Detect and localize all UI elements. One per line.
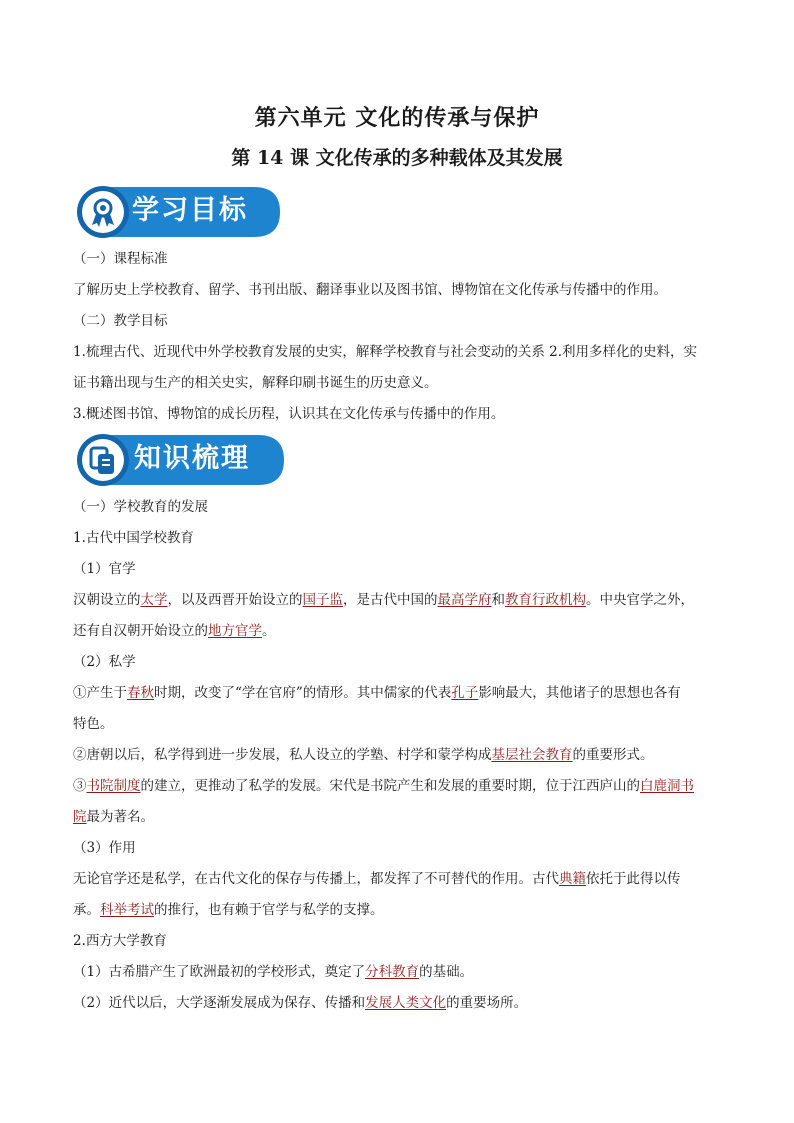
goals-section2-line3: 3.概述图书馆、博物馆的成长历程，认识其在文化传承与传播中的作用。 (73, 406, 505, 422)
documents-icon (82, 439, 124, 481)
knowledge-paragraph-line (73, 807, 723, 827)
award-ribbon-icon (82, 191, 124, 233)
text-segment: 影响最大，其他诸子的思想也各有 (478, 685, 681, 701)
text-segment: 时期，改变了“学在官府”的情形。其中儒家的代表 (154, 685, 452, 701)
text-segment: 的推行，也有赖于官学与私学的支撑。 (154, 902, 384, 918)
knowledge-heading-school-education: （一）学校教育的发展 (73, 499, 208, 515)
knowledge-paragraph-line (73, 962, 723, 982)
knowledge-paragraph-line (73, 590, 723, 610)
text-segment: ，是古代中国的 (343, 592, 438, 608)
keyword: 典籍 (559, 871, 586, 887)
text-segment: （1）古希腊产生了欧洲最初的学校形式，奠定了 (73, 964, 366, 980)
knowledge-paragraph-line: 特色。 (73, 716, 114, 732)
text-segment: ③ (73, 778, 87, 794)
knowledge-item-official-school: （1）官学 (73, 561, 136, 577)
keyword: 教育行政机构 (505, 592, 586, 608)
text-segment: 承。 (73, 902, 100, 918)
text-segment: 的基础。 (419, 964, 474, 980)
text-segment: （2）近代以后，大学逐渐发展成为保存、传播和 (73, 995, 366, 1011)
keyword: 地方官学 (208, 623, 262, 639)
keyword: 书院制度 (86, 778, 141, 794)
text-segment: ②唐朝以后，私学得到进一步发展，私人设立的学塾、村学和蒙学构成 (73, 747, 492, 763)
goals-section2-heading: （二）教学目标 (73, 313, 168, 329)
text-segment: 的重要形式。 (572, 747, 654, 763)
goals-section2-line1: 1.梳理古代、近现代中外学校教育发展的史实，解释学校教育与社会变动的关系 2.利用多样化的史料，实 (73, 344, 698, 360)
knowledge-item-function: （3）作用 (73, 840, 136, 856)
knowledge-paragraph-line (73, 993, 723, 1013)
text-segment: 无论官学还是私学，在古代文化的保存与传播上，都发挥了不可替代的作用。古代 (73, 871, 559, 887)
text-segment: 。 (262, 623, 276, 639)
keyword: 春秋 (127, 685, 154, 701)
knowledge-paragraph-line (73, 745, 723, 765)
keyword: 孔子 (451, 685, 479, 701)
keyword: 最高学府 (437, 592, 492, 608)
knowledge-sub-ancient-china: 1.古代中国学校教育 (73, 530, 194, 546)
text-segment: 最为著名。 (86, 809, 154, 825)
knowledge-banner (76, 433, 286, 487)
keyword: 院 (73, 809, 87, 825)
keyword: 科举考试 (100, 902, 154, 918)
knowledge-sub-western-university: 2.西方大学教育 (73, 933, 167, 949)
goals-section1-heading: （一）课程标准 (73, 251, 168, 267)
keyword: 分科教育 (365, 964, 420, 980)
text-segment: 还有自汉朝开始设立的 (73, 623, 208, 639)
text-segment: 。中央官学之外， (586, 592, 694, 608)
goals-section1-text: 了解历史上学校教育、留学、书刊出版、翻译事业以及图书馆、博物馆在文化传承与传播中的作用。 (73, 282, 667, 298)
knowledge-paragraph-line (73, 621, 723, 641)
lesson-title: 第 14 课 文化传承的多种载体及其发展 (231, 147, 563, 169)
text-segment: ①产生于 (73, 685, 127, 701)
knowledge-paragraph-line (73, 776, 723, 796)
keyword: 发展人类文化 (365, 995, 447, 1011)
knowledge-paragraph-line (73, 869, 723, 889)
text-segment: 的建立，更推动了私学的发展。宋代是书院产生和发展的重要时期，位于江西庐山的 (140, 778, 640, 794)
goals-banner (76, 185, 282, 239)
knowledge-item-private-school: （2）私学 (73, 654, 136, 670)
text-segment: 的重要场所。 (446, 995, 528, 1011)
text-segment: 依托于此得以传 (586, 871, 681, 887)
goals-banner-title: 学习目标 (132, 195, 248, 226)
text-segment: 汉朝设立的 (73, 592, 141, 608)
knowledge-paragraph-line (73, 900, 723, 920)
text-segment: ，以及西晋开始设立的 (167, 592, 303, 608)
goals-section2-line2: 证书籍出现与生产的相关史实，解释印刷书诞生的历史意义。 (73, 375, 438, 391)
keyword: 白鹿洞书 (640, 778, 694, 794)
keyword: 国子监 (302, 592, 343, 608)
knowledge-paragraph-line (73, 683, 723, 703)
keyword: 基层社会教育 (491, 747, 573, 763)
text-segment: 和 (491, 592, 505, 608)
unit-title: 第六单元 文化的传承与保护 (254, 105, 540, 131)
knowledge-banner-title: 知识梳理 (134, 443, 250, 474)
keyword: 太学 (140, 592, 168, 608)
